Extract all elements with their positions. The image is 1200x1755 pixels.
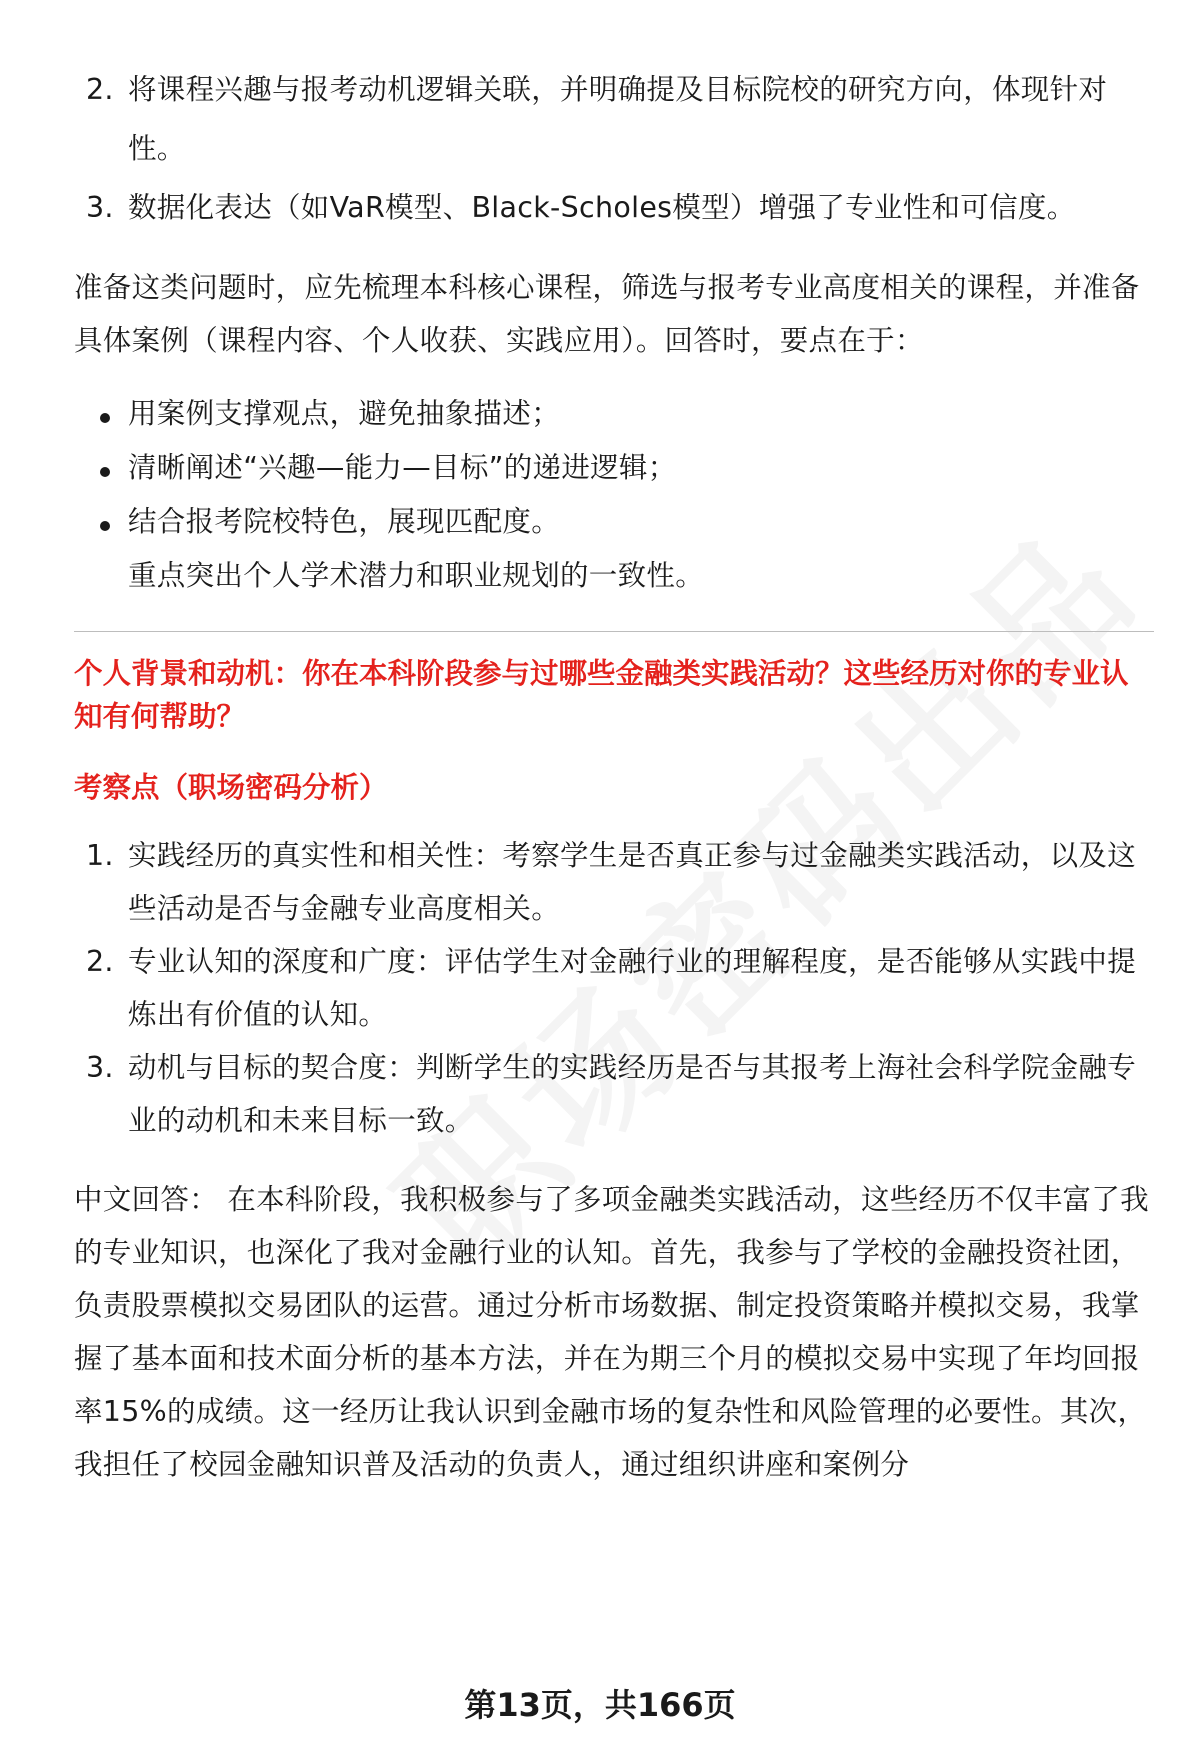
analysis-numbered-list <box>74 829 1154 1147</box>
list-number: 1. <box>86 839 114 872</box>
question-heading: 个人背景和动机：你在本科阶段参与过哪些金融类实践活动？这些经历对你的专业认知有何帮助？ <box>74 657 1129 733</box>
list-item <box>74 60 1154 178</box>
list-item <box>74 935 1154 1041</box>
list-item-text: 实践经历的真实性和相关性：考察学生是否真正参与过金融类实践活动，以及这些活动是否与金融专业高度相关。 <box>128 839 1137 925</box>
prep-paragraph: 准备这类问题时，应先梳理本科核心课程，筛选与报考专业高度相关的课程，并准备具体案例（课程内容、个人收获、实践应用）。回答时，要点在于： <box>74 271 1140 357</box>
list-number: 3. <box>86 191 114 224</box>
document-page <box>74 60 1154 1491</box>
top-numbered-list <box>74 60 1154 237</box>
list-item-text: 专业认知的深度和广度：评估学生对金融行业的理解程度，是否能够从实践中提炼出有价值的认知。 <box>128 945 1137 1031</box>
list-number: 2. <box>86 945 114 978</box>
bullet-text: 清晰阐述“兴趣—能力—目标”的递进逻辑； <box>128 451 677 484</box>
bullet-text: 结合报考院校特色，展现匹配度。 <box>128 505 561 538</box>
list-item <box>74 178 1154 237</box>
page-number-footer: 第13页，共166页 <box>464 1686 736 1724</box>
bullet-dot-icon <box>100 413 110 423</box>
list-item-text: 将课程兴趣与报考动机逻辑关联，并明确提及目标院校的研究方向，体现针对性。 <box>128 73 1108 165</box>
list-item-text: 数据化表达（如VaR模型、Black-Scholes模型）增强了专业性和可信度。 <box>128 191 1076 224</box>
tips-bullet-list <box>74 387 1154 549</box>
bullet-dot-icon <box>100 521 110 531</box>
bullet-item <box>74 387 1154 441</box>
bullet-text: 用案例支撑观点，避免抽象描述； <box>128 397 561 430</box>
list-item-text: 动机与目标的契合度：判断学生的实践经历是否与其报考上海社会科学院金融专业的动机和未来目标一致。 <box>128 1051 1137 1137</box>
analysis-heading: 考察点（职场密码分析） <box>74 771 388 804</box>
bullet-item <box>74 441 1154 495</box>
bullet-dot-icon <box>100 467 110 477</box>
list-item <box>74 829 1154 935</box>
bullet-followup: 重点突出个人学术潜力和职业规划的一致性。 <box>128 559 705 592</box>
bullet-item <box>74 495 1154 549</box>
answer-paragraph: 中文回答： 在本科阶段，我积极参与了多项金融类实践活动，这些经历不仅丰富了我的专业知识，也深化了我对金融行业的认知。首先，我参与了学校的金融投资社团，负责股票模拟交易团队的运营。通过分析市场数据、制定投资策略并模拟交易，我掌握了基本面和技术面分析的基本方法，并在为期三个月的模拟交易中实现了年均回报率15%的成绩。这一经历让我认识到金融市场的复杂性和风险管理的必要性。其次，我担任了校园金融知识普及活动的负责人，通过组织讲座和案例分 <box>74 1183 1149 1481</box>
list-number: 3. <box>86 1051 114 1084</box>
section-divider <box>74 631 1154 632</box>
list-item <box>74 1041 1154 1147</box>
list-number: 2. <box>86 73 114 106</box>
